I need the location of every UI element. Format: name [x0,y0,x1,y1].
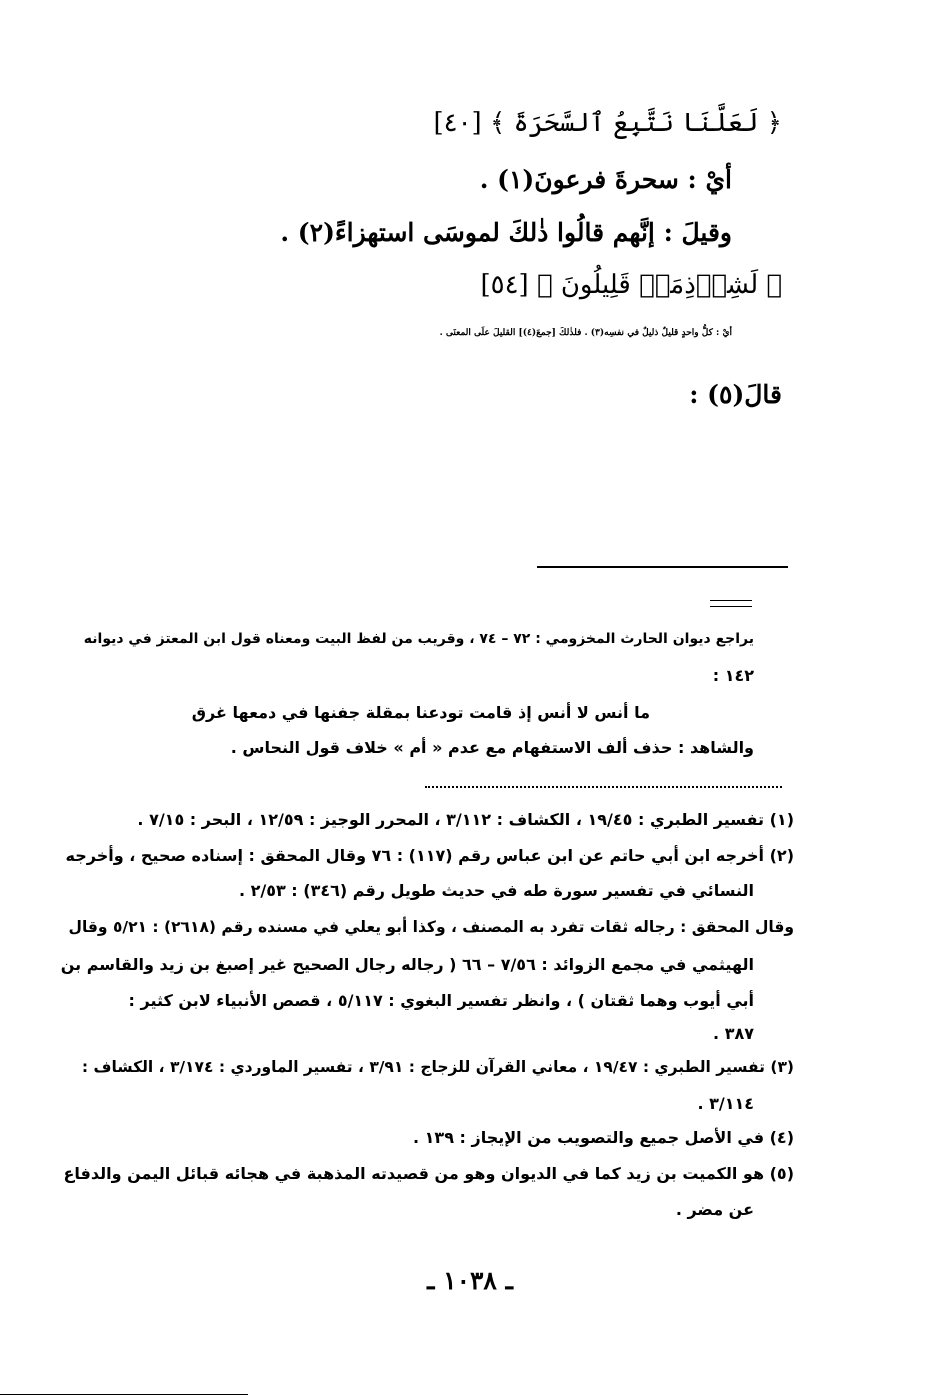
footnote-4: (٤) في الأصل جميع والتصويب من الإيجاز : ١٣٩ . [413,1128,794,1147]
footnote-2-cont: وقال المحقق : رجاله ثقات تفرد به المصنف ، وكذا أبو يعلي في مسنده رقم (٢٦١٨) : ٥/٢١ وقال [68,918,794,936]
text-line-3: أيْ : كلُّ واحدٍ قليلٌ ذليلٌ في نفسِه(٣) . فلذٰلكَ [جمعَ(٤)] القليلَ علَى المعنَى . [439,328,732,338]
footnote-5: (٥) هو الكميت بن زيد كما في الديوان وهو من قصيدته المذهبة في هجائه قبائل اليمن والدفاع [63,1164,794,1183]
verse-40: ﴿ لَعَلَّنَا نَتَّبِعُ ٱلسَّحَرَةَ ﴾ [٤٠] [433,108,782,138]
footnote-2: (٢) أخرجه ابن أبي حاتم عن ابن عباس رقم (١١٧) : ٧٦ وقال المحقق : إسناده صحيح ، وأخرجه [65,846,794,865]
dotted-separator [425,786,782,788]
double-rule [710,600,752,607]
margin-note-line-3: والشاهد : حذف ألف الاستفهام مع عدم « أم » خلاف قول النحاس . [230,738,754,757]
text-line-1: أيْ : سحرةَ فرعونَ(١) . [479,165,732,194]
footnote-3: (٣) تفسير الطبري : ١٩/٤٧ ، معاني القرآن للزجاج : ٣/٩١ ، تفسير الماوردي : ٣/١٧٤ ، الكشاف : [81,1058,794,1076]
footnote-3-cont: ٣/١١٤ . [697,1094,754,1113]
footnote-1: (١) تفسير الطبري : ١٩/٤٥ ، الكشاف : ٣/١١٢ ، المحرر الوجيز : ١٢/٥٩ ، البحر : ٧/١٥ . [137,810,794,829]
margin-note-poem: ما أنس لا أنس إذ قامت تودعنا بمقلة جفنها في دمعها غرق [191,703,650,722]
footnote-5-cont: عن مضر . [675,1200,754,1219]
margin-note-line-2: ١٤٢ : [712,666,754,685]
footnote-2-cont: ٣٨٧ . [713,1024,754,1043]
footnote-2-cont: النسائي في تفسير سورة طه في حديث طويل رقم (٣٤٦) : ٢/٥٣ . [238,881,754,900]
footnote-separator [537,566,788,568]
text-line-4: قالَ(٥) : [689,380,782,409]
footnote-2-cont: الهيثمي في مجمع الزوائد : ٧/٥٦ – ٦٦ ( رجاله رجال الصحيح غير إصبغ بن زيد والقاسم بن [60,955,754,974]
text-line-2: وقيلَ : إنَّهم قالُوا ذٰلكَ لموسَى استهزاءً(٢) . [280,218,732,247]
margin-note-line-1: يراجع ديوان الحارث المخزومي : ٧٢ – ٧٤ ، وقريب من لفظ البيت ومعناه قول ابن المعتز في ديوانه [83,631,754,647]
footnote-2-cont: أبي أيوب وهما ثقتان ) ، وانظر تفسير البغوي : ٥/١١٧ ، قصص الأنبياء لابن كثير : [128,991,754,1010]
scan-edge-line [0,1394,248,1395]
verse-54: ﴿ لَشِرۡذِمَةٞ قَلِيلُونَ ﴾ [٥٤] [480,270,782,300]
page-number: ـ ١٠٣٨ ـ [427,1266,513,1295]
